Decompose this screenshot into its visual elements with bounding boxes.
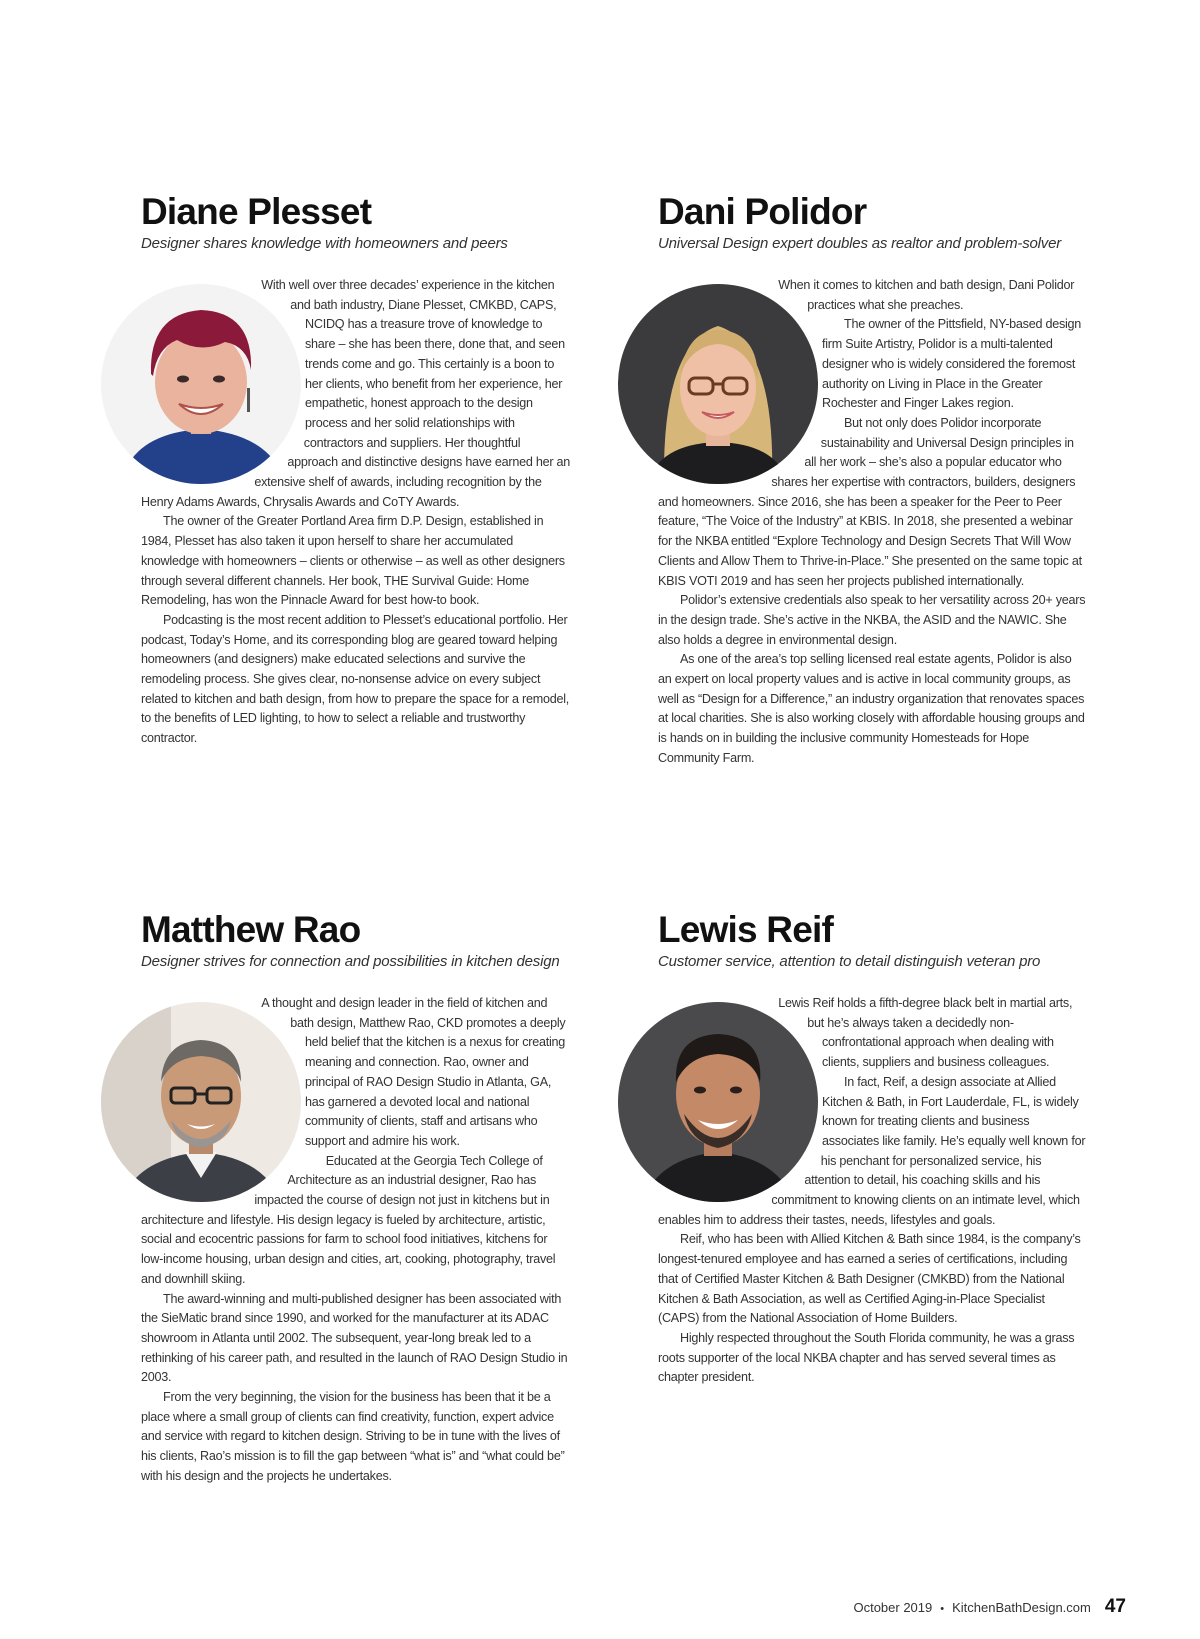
profile-name: Lewis Reif — [658, 909, 833, 950]
profile-name: Dani Polidor — [658, 191, 867, 232]
profile-subtitle: Universal Design expert doubles as realtor and problem-solver — [658, 235, 1062, 252]
profile-paragraph: From the very beginning, the vision for the business has been that it be a place where a small group of clients can find creativity, function, expert advice and service with regard to kitchen design. Striving to be in tune with the lives of his clients, Rao’s mission is to fill the gap between “what is” and “what could be” with his design and the projects he undertakes. — [141, 1390, 565, 1483]
profile-subtitle: Designer strives for connection and possibilities in kitchen design — [141, 953, 560, 970]
profile-body — [658, 276, 1088, 769]
profile-paragraph: The owner of the Pittsfield, NY-based design firm Suite Artistry, Polidor is a multi-talented designer who is widely considered the foremost authority on Living in Place in the Greater Rochester and Finger Lakes region. — [822, 317, 1082, 411]
profile-paragraph: A thought and design leader in the field of kitchen and bath design, Matthew Rao, CKD promotes a deeply held belief that the kitchen is a nexus for creating meaning and connection. Rao, owner and principal of RAO Design Studio in Atlanta, GA, has garnered a devoted local and national community of clients, staff and artisans who support and admire his work. — [261, 996, 566, 1148]
profile-matthew-rao — [141, 908, 571, 1487]
portrait-photo — [618, 1002, 818, 1202]
footer-site: KitchenBathDesign.com — [952, 1600, 1091, 1615]
profile-paragraph: The award-winning and multi-published designer has been associated with the SieMatic brand since 1990, and worked for the manufacturer at its ADAC showroom in Atlanta until 2002. The subsequent, year-long break led to a rethinking of his career path, and resulted in the launch of RAO Design Studio in 2003. — [141, 1291, 568, 1385]
profile-paragraph: Reif, who has been with Allied Kitchen & Bath since 1984, is the company’s longest-tenured employee and has earned a series of certifications, including that of Certified Master Kitchen & Bath Designer (CMKBD) from the National Kitchen & Bath Association, as well as Certified Aging-in-Place Specialist (CAPS) from the National Association of Home Builders. — [658, 1232, 1081, 1326]
profile-paragraph: Educated at the Georgia Tech College of Architecture as an industrial designer, Rao has impacted the course of design not just in kitchens but in architecture and lifestyle. His design legacy is fueled by architecture, artistic, social and ecocentric passions for farm to school food initiatives, kitchens for low-income housing, urban design and cities, art, cooking, photography, travel and downhill skiing. — [141, 1153, 556, 1286]
profile-paragraph: In fact, Reif, a design associate at Allied Kitchen & Bath, in Fort Lauderdale, FL, is widely known for treating clients and business associates like family. He’s equally well known for his penchant for personalized service, his attention to detail, his coaching skills and his commitment to knowing clients on an intimate level, which enables him to address their tastes, needs, lifestyles and goals. — [658, 1074, 1086, 1227]
profile-lewis-reif — [658, 908, 1088, 1388]
profile-paragraph: Podcasting is the most recent addition to Plesset’s educational portfolio. Her podcast, Today’s Home, and its corresponding blog are geared toward helping homeowners (and designers) make educated selections and survive the remodeling process. She gives clear, no-nonsense advice on every subject related to kitchen and bath design, from how to prepare the space for a remodel, to the benefits of LED lighting, to how to select a reliable and trustworthy contractor. — [141, 612, 570, 746]
profile-subtitle: Customer service, attention to detail distinguish veteran pro — [658, 953, 1041, 970]
profile-diane-plesset — [141, 190, 571, 749]
profile-dani-polidor — [658, 190, 1088, 769]
profile-name: Diane Plesset — [141, 191, 372, 232]
footer-separator: • — [940, 1603, 945, 1615]
profile-paragraph: But not only does Polidor incorporate sustainability and Universal Design principles in all her work – she’s also a popular educator who shares her expertise with contractors, builders, designers and homeowners. Since 2016, she has been a speaker for the Peer to Peer feature, “The Voice of the Industry” at KBIS. In 2018, she presented a webinar for the NKBA entitled “Explore Technology and Design Secrets That Will Wow Clients and Allow Them to Thrive-in-Place.” She presented on the same topic at KBIS VOTI 2019 and has seen her projects published internationally. — [658, 415, 1082, 588]
page-number: 47 — [1104, 1596, 1126, 1617]
profile-paragraph: As one of the area’s top selling licensed real estate agents, Polidor is also an expert on local property values and is active in local community groups, as well as “Design for a Difference,” an industry organization that renovates spaces at local charities. She is also working closely with affordable housing groups and is hands on in building the inclusive community Homesteads for Hope Community Farm. — [658, 652, 1085, 765]
profile-body — [141, 994, 571, 1487]
portrait-photo — [618, 284, 818, 484]
footer-issue: October 2019 — [853, 1600, 933, 1615]
profile-paragraph: Highly respected throughout the South Florida community, he was a grass roots supporter of the local NKBA chapter and has served several times as chapter president. — [658, 1330, 1075, 1385]
profile-body — [141, 276, 571, 749]
profile-name: Matthew Rao — [141, 909, 361, 950]
profile-paragraph: Polidor’s extensive credentials also speak to her versatility across 20+ years in the design trade. She’s active in the NKBA, the ASID and the NAWIC. She also holds a degree in environmental design. — [658, 593, 1086, 647]
profile-paragraph: Lewis Reif holds a fifth-degree black belt in martial arts, but he’s always taken a decidedly non-confrontational approach when dealing with clients, suppliers and business colleagues. — [778, 996, 1073, 1070]
page-footer — [853, 1596, 1126, 1618]
profile-paragraph: When it comes to kitchen and bath design, Dani Polidor practices what she preaches. — [778, 278, 1075, 312]
portrait-photo — [101, 284, 301, 484]
profile-paragraph: With well over three decades’ experience in the kitchen and bath industry, Diane Plesset, CMKBD, CAPS, NCIDQ has a treasure trove of knowledge to share – she has been there, done that, and seen trends come and go. This certainly is a boon to her clients, who benefit from her experience, her empathetic, honest approach to the design process and her solid relationships with contractors and suppliers. Her thoughtful approach and distinctive designs have earned her an extensive shelf of awards, including recognition by the Henry Adams Awards, Chrysalis Awards and CoTY Awards. — [141, 278, 571, 509]
profile-subtitle: Designer shares knowledge with homeowners and peers — [141, 235, 508, 252]
profile-body — [658, 994, 1088, 1388]
portrait-photo — [101, 1002, 301, 1202]
profile-paragraph: The owner of the Greater Portland Area firm D.P. Design, established in 1984, Plesset has also taken it upon herself to share her accumulated knowledge with homeowners – clients or otherwise – as well as other designers through several different channels. Her book, THE Survival Guide: Home Remodeling, has won the Pinnacle Award for best how-to book. — [141, 514, 565, 608]
